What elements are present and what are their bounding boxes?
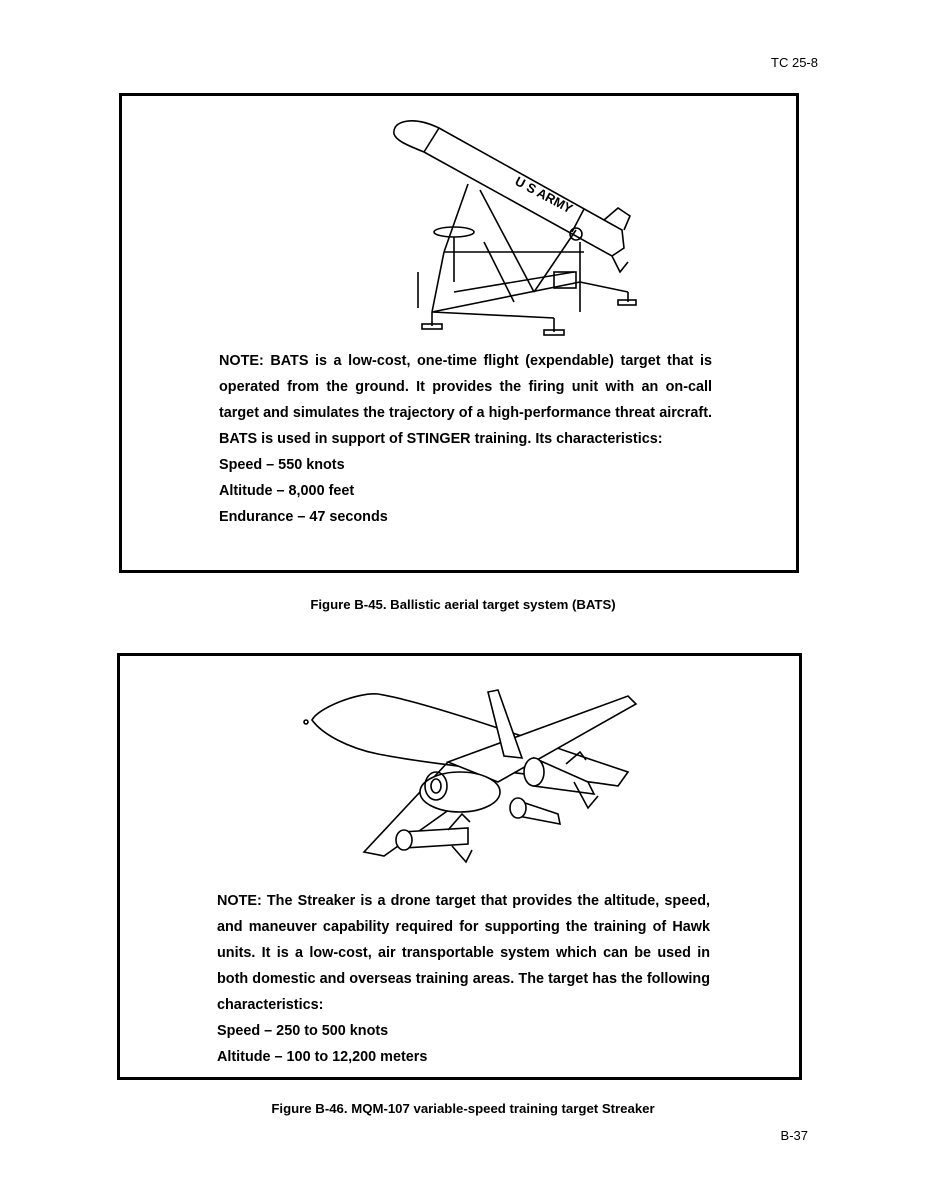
figure-box-bats xyxy=(119,93,799,573)
figure-caption-b45: Figure B-45. Ballistic aerial target system (BATS) xyxy=(310,597,616,612)
streaker-note xyxy=(217,888,710,1070)
page-number: B-37 xyxy=(780,1128,808,1143)
streaker-altitude: Altitude – 100 to 12,200 meters xyxy=(217,1049,428,1065)
streaker-speed: Speed – 250 to 500 knots xyxy=(217,1023,389,1039)
bats-note-text: NOTE: BATS is a low-cost, one-time flight (expendable) target that is operated from the ground. It provides the firing unit with an on-call target and simulates the trajectory of a high-performance threat aircraft. BATS is used in support of STINGER training. Its characteristics: xyxy=(219,353,712,447)
bats-altitude: Altitude – 8,000 feet xyxy=(219,483,355,499)
bats-endurance: Endurance – 47 seconds xyxy=(219,509,388,525)
figure-caption-b46: Figure B-46. MQM-107 variable-speed training target Streaker xyxy=(271,1101,655,1116)
bats-marking: U S ARMY xyxy=(512,173,576,217)
document-id: TC 25-8 xyxy=(771,55,818,70)
streaker-note-text: NOTE: The Streaker is a drone target that provides the altitude, speed, and maneuver capability required for supporting the training of Hawk units. It is a low-cost, air transportable system which can be used in both domestic and overseas training areas. The target has the following characteristics: xyxy=(217,893,710,1013)
bats-speed: Speed – 550 knots xyxy=(219,457,345,473)
streaker-drone-illustration xyxy=(298,682,638,882)
bats-launcher-illustration xyxy=(384,112,674,344)
bats-note xyxy=(219,348,712,530)
figure-box-streaker xyxy=(117,653,802,1080)
